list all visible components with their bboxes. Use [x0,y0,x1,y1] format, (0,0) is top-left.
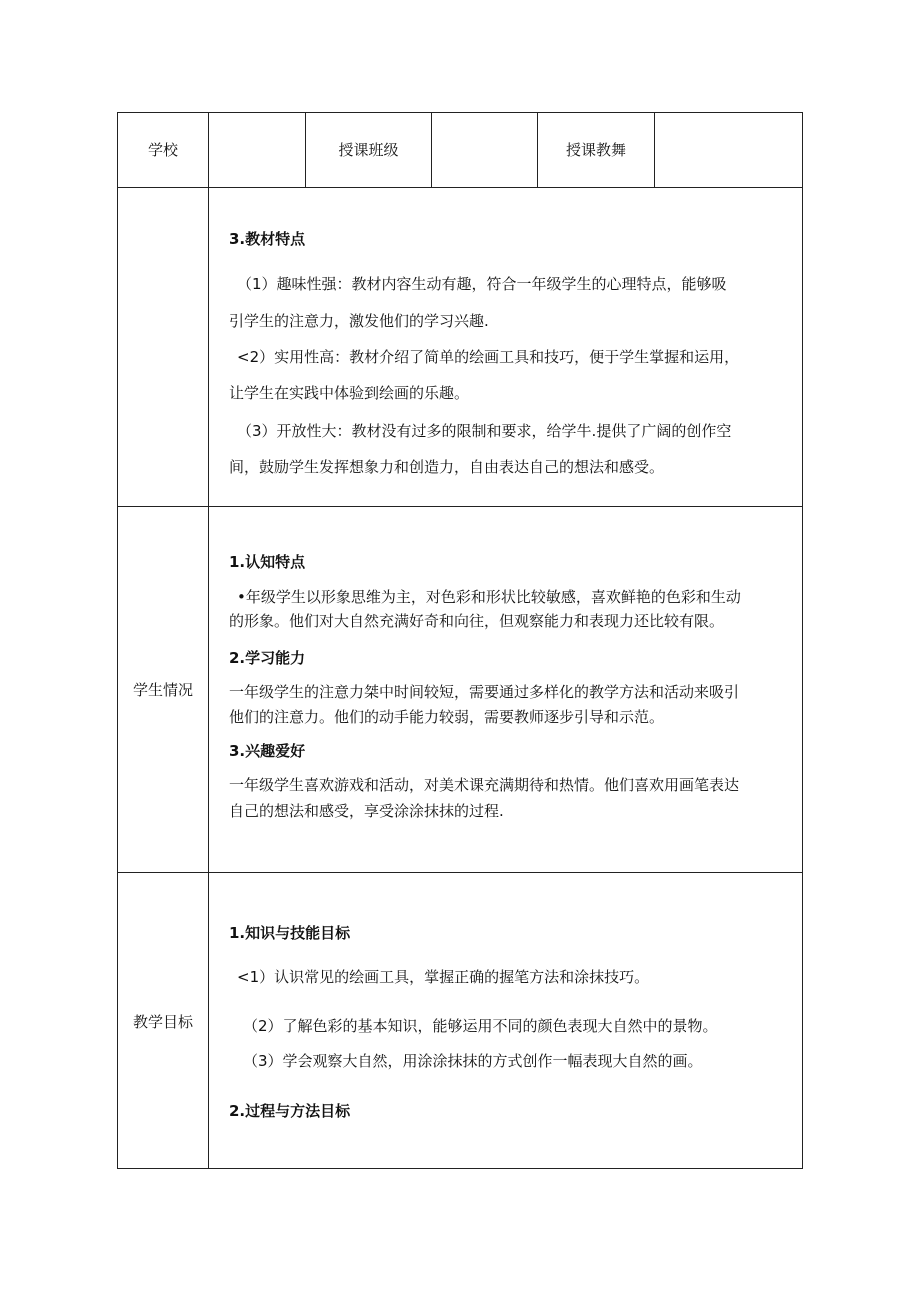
material-line: （1）趣味性强：教材内容生动有趣，符合一年级学生的心理特点，能够吸 [237,275,727,293]
material-line: <2）实用性高：教材介绍了简单的绘画工具和技巧，便于学生掌握和运用， [237,348,740,366]
students-heading: 1.认知特点 [229,553,306,571]
objectives-line: <1）认识常见的绘画工具，掌握正确的握笔方法和涂抹技巧。 [237,968,650,986]
label-column-divider [208,112,209,1169]
objectives-heading: 1.知识与技能目标 [229,924,351,942]
class-label: 授课班级 [338,141,399,159]
objectives-line: （3）学会观察大自然，用涂涂抹抹的方式创作一幅表现大自然的画。 [243,1052,703,1070]
students-line: •年级学生以形象思维为主，对色彩和形状比较敏感，喜欢鲜艳的色彩和生动 [237,588,741,606]
students-line: 他们的注意力。他们的动手能力较弱，需要教师逐步引导和示范。 [229,708,665,726]
table-border-right [802,112,803,1169]
objectives-label: 教学目标 [132,1013,193,1031]
school-label: 学校 [147,141,178,159]
students-line: 自己的想法和感受，享受涂涂抹抹的过程. [229,802,504,820]
table-border-bottom [117,1168,803,1169]
objectives-heading: 2.过程与方法目标 [229,1102,351,1120]
students-line: 一年级学生的注意力桀中时间较短，需要通过多样化的教学方法和活动来吸引 [229,683,740,701]
teacher-label: 授课教舞 [565,141,626,159]
students-label: 学生情况 [132,681,193,699]
lesson-plan-table [117,112,803,1169]
row-divider-2 [117,506,803,507]
material-line: 引学生的注意力，激发他们的学习兴趣. [229,312,489,330]
objectives-line: （2）了解色彩的基本知识，能够运用不同的颜色表现大自然中的景物。 [243,1017,718,1035]
row-divider-3 [117,872,803,873]
material-line: 间，鼓励学生发挥想象力和创造力，自由表达自己的想法和感受。 [229,458,665,476]
material-line: 让学生在实践中体验到绘画的乐趣。 [229,384,470,402]
table-border-top [117,112,803,113]
header-divider-5 [654,112,655,187]
students-heading: 3.兴趣爱好 [229,742,306,760]
students-heading: 2.学习能力 [229,649,306,667]
material-heading: 3.教材特点 [229,230,306,248]
row-divider-1 [117,187,803,188]
students-line: 一年级学生喜欢游戏和活动，对美术课充满期待和热情。他们喜欢用画笔表达 [229,776,740,794]
table-border-left [117,112,118,1169]
material-line: （3）开放性大：教材没有过多的限制和要求，给学牛.提供了广阔的创作空 [237,422,732,440]
students-line: 的形象。他们对大自然充满好奇和向往，但观察能力和表现力还比较有限。 [229,612,725,630]
header-divider-3 [431,112,432,187]
